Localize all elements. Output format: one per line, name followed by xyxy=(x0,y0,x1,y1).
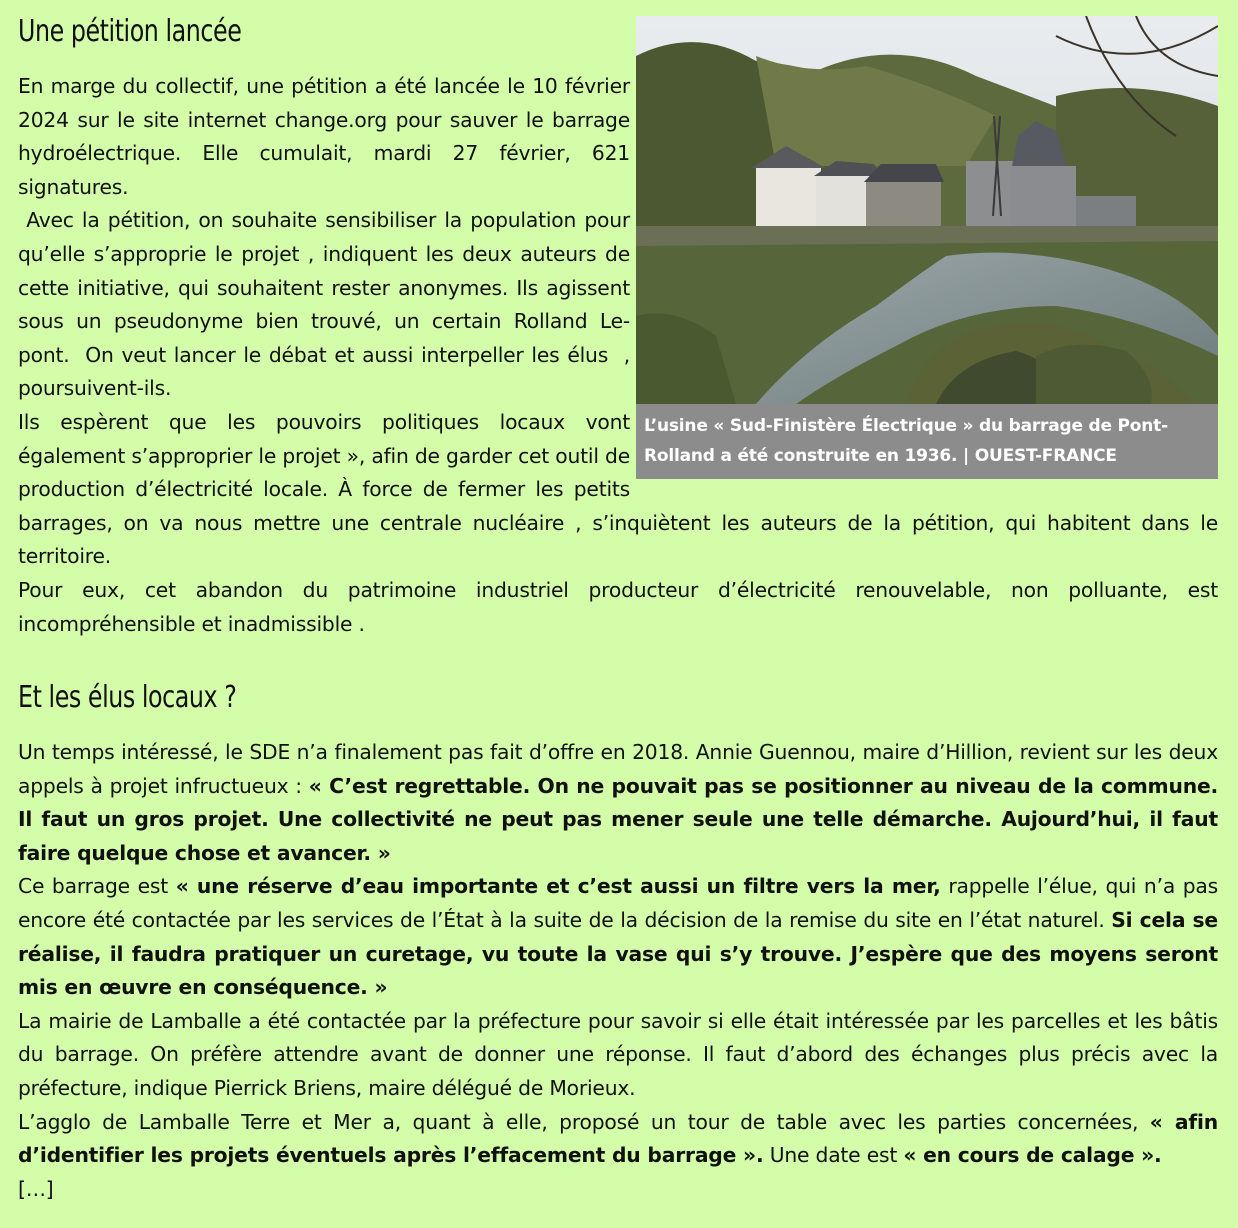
section-elus-body xyxy=(18,736,1218,1206)
elus-paragraph-2 xyxy=(18,870,1218,1004)
dam-photo xyxy=(636,16,1218,404)
petition-paragraph-3: Ils espèrent que les pouvoirs politiques locaux vont également s’approprier le projet », afin de garder cet outil de production d’électricité locale. À force de fermer les petits barrages, on va nous mettre une centrale nucléaire , s’inquiètent les auteurs de la pétition, qui habitent dans le territoire. xyxy=(18,409,1218,569)
elus-paragraph-1 xyxy=(18,736,1218,870)
elus-p2-text-a: Ce barrage est xyxy=(18,874,176,899)
section-petition-body xyxy=(18,70,1218,641)
elus-p2-quote-b: Si cela se réalise, il faudra pratiquer un curetage, vu toute la vase qui s’y trouve. J’espère que des moyens seront mis en œuvre en conséquence. » xyxy=(18,907,1218,1000)
elus-p4-text-a: L’agglo de Lamballe Terre et Mer a, quant à elle, proposé un tour de table avec les parties concernées, xyxy=(18,1109,1150,1134)
elus-p1-text: Un temps intéressé, le SDE n’a finalement pas fait d’offre en 2018. Annie Guennou, maire d’Hillion, revient sur les deux appels à projet infructueux : xyxy=(18,740,1218,798)
section-title-petition: Une pétition lancée xyxy=(18,14,242,49)
elus-paragraph-3: La mairie de Lamballe a été contactée par la préfecture pour savoir si elle était intéressée par les parcelles et les bâtis du barrage. On préfère attendre avant de donner une réponse. Il faut d’abord des échanges plus précis avec la préfecture, indique Pierrick Briens, maire délégué de Morieux. xyxy=(18,1008,1218,1100)
elus-p4-quote-b: « en cours de calage ». xyxy=(903,1143,1162,1168)
elus-ellipsis: […] xyxy=(18,1176,54,1201)
elus-p2-text-b: rappelle l’élue, qui n’a pas encore été contactée par les services de l’État à la suite de la décision de la remise du site en l’état naturel. xyxy=(18,874,1219,932)
elus-p4-text-b: Une date est xyxy=(763,1143,904,1168)
section-title-elus: Et les élus locaux ? xyxy=(18,680,237,715)
petition-paragraph-4: Pour eux, cet abandon du patrimoine industriel producteur d’électricité renouvelable, non polluante, est incompréhensible et inadmissible . xyxy=(18,577,1218,636)
elus-paragraph-4 xyxy=(18,1106,1218,1173)
photo-caption: L’usine « Sud-Finistère Électrique » du barrage de Pont-Rolland a été construite en 1936. | OUEST-FRANCE xyxy=(636,404,1218,479)
petition-paragraph-1: En marge du collectif, une pétition a été lancée le 10 février 2024 sur le site internet change.org pour sauver le barrage hydroélectrique. Elle cumulait, mardi 27 février, 621 signatures. xyxy=(18,74,630,199)
photo-figure xyxy=(636,16,1218,479)
elus-p1-quote: « C’est regrettable. On ne pouvait pas se positionner au niveau de la commune. Il faut un gros projet. Une collectivité ne peut pas mener seule une telle démarche. Aujourd’hui, il faut faire quelque chose et avancer. » xyxy=(18,773,1219,865)
elus-p4-quote-a: « afin d’identifier les projets éventuels après l’effacement du barrage ». xyxy=(18,1109,1218,1168)
petition-paragraph-2: Avec la pétition, on souhaite sensibiliser la population pour qu’elle s’approprie le projet , indiquent les deux auteurs de cette initiative, qui souhaitent rester anonymes. Ils agissent sous un pseudonyme bien trouvé, un certain Rolland Le-pont. On veut lancer le débat et aussi interpeller les élus , poursuivent-ils. xyxy=(18,208,637,401)
elus-p2-quote-a: « une réserve d’eau importante et c’est aussi un filtre vers la mer, xyxy=(175,874,941,899)
